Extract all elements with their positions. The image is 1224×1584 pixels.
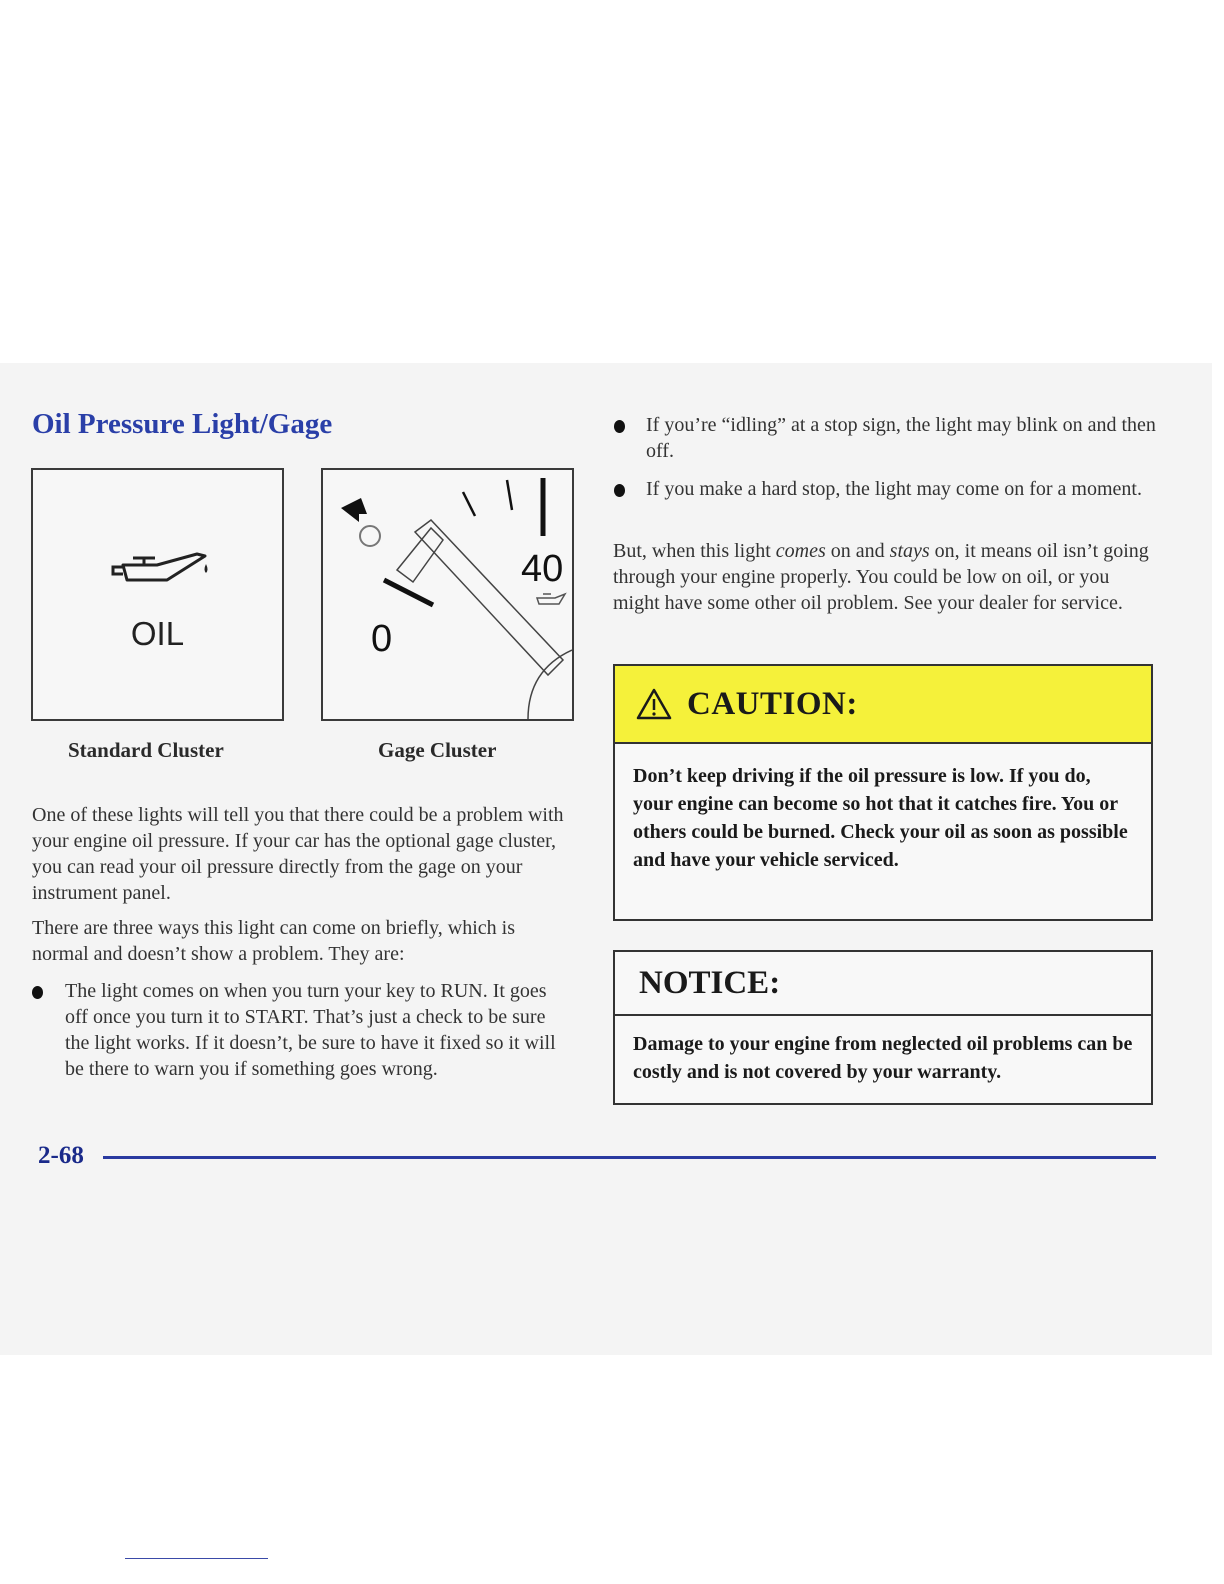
paragraph-text-part: But, when this light (613, 540, 776, 562)
caution-text: Don’t keep driving if the oil pressure is low. If you do, your engine can become so hot that it catches fire. You or others could be burned. Check your oil as soon as possible and have your vehicle serviced. (633, 765, 1128, 871)
paragraph-text: One of these lights will tell you that there could be a problem with your engine oil pressure. If your car has the optional gage cluster, you can read your oil pressure directly from the gage on your instrument panel. (32, 804, 564, 904)
bullet-text: If you make a hard stop, the light may come on for a moment. (646, 478, 1142, 500)
caution-heading: CAUTION: (687, 685, 858, 722)
warning-triangle-icon (635, 687, 673, 721)
bullet-item-2 (646, 412, 1156, 464)
bullet-dot (614, 484, 625, 497)
paragraph-emphasis: comes (775, 540, 826, 562)
paragraph-text-part: on and (825, 540, 890, 562)
gauge-max-label: 40 (521, 548, 564, 590)
notice-header (615, 952, 1151, 1016)
page-number: 2-68 (38, 1142, 84, 1169)
standard-cluster-caption: Standard Cluster (68, 738, 224, 762)
paragraph-text (613, 538, 1153, 616)
oil-label: OIL (130, 615, 185, 652)
standard-cluster-panel (31, 468, 284, 721)
caution-header (615, 666, 1151, 744)
footer-rule (125, 1558, 268, 1559)
bullet-text: If you’re “idling” at a stop sign, the light may blink on and then off. (646, 414, 1156, 462)
notice-text: Damage to your engine from neglected oil problems can be costly and is not covered by your warranty. (633, 1033, 1133, 1083)
right-paragraph (613, 538, 1153, 616)
oil-can-icon (105, 550, 215, 595)
bullet-dot (32, 986, 43, 999)
page-title: Oil Pressure Light/Gage (32, 408, 333, 440)
page-rule (103, 1156, 1156, 1159)
bullet-item-1 (65, 978, 572, 1082)
bullet-item-3 (646, 476, 1156, 502)
bullet-dot (614, 420, 625, 433)
oil-pressure-gauge-icon (323, 470, 572, 719)
gauge-min-label: 0 (371, 618, 393, 660)
caution-box (613, 664, 1153, 921)
paragraph-emphasis: stays (889, 540, 930, 562)
gage-cluster-caption: Gage Cluster (378, 738, 497, 762)
notice-box (613, 950, 1153, 1105)
paragraph-text-part: on, it means oil isn’t going through your engine properly. You could be low on oil, or you might have some other oil problem. See your dealer for service. (613, 540, 1149, 614)
left-paragraph-1 (32, 802, 572, 906)
left-paragraph-2 (32, 915, 572, 967)
bullet-text: The light comes on when you turn your key to RUN. It goes off once you turn it to START. That’s just a check to be sure the light works. If it doesn’t, be sure to have it fixed so it will be there to warn you if something goes wrong. (65, 980, 556, 1080)
notice-heading: NOTICE: (639, 964, 781, 1001)
gage-cluster-panel (321, 468, 574, 721)
paragraph-text: There are three ways this light can come on briefly, which is normal and doesn’t show a problem. They are: (32, 917, 515, 965)
